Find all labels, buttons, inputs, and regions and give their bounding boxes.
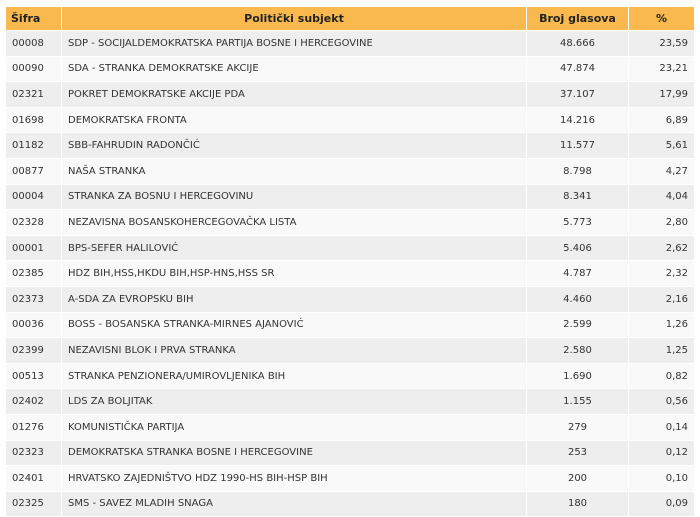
- cell-code: 02321: [6, 82, 62, 108]
- cell-votes: 37.107: [527, 82, 629, 108]
- table-row: [6, 363, 695, 389]
- cell-subject: BOSS - BOSANSKA STRANKA-MIRNES AJANOVIĆ: [62, 312, 527, 338]
- cell-votes: 14.216: [527, 107, 629, 133]
- table-row: [6, 389, 695, 415]
- table-row: [6, 82, 695, 108]
- cell-subject: NEZAVISNA BOSANSKOHERCEGOVAČKA LISTA: [62, 210, 527, 236]
- cell-code: 02373: [6, 286, 62, 312]
- cell-subject: NAŠA STRANKA: [62, 158, 527, 184]
- cell-code: 02385: [6, 261, 62, 287]
- table-row: [6, 466, 695, 492]
- table-row: [6, 107, 695, 133]
- cell-percent: 23,21: [629, 56, 695, 82]
- cell-votes: 8.341: [527, 184, 629, 210]
- cell-votes: 1.690: [527, 363, 629, 389]
- table-row: [6, 440, 695, 466]
- cell-percent: 1,26: [629, 312, 695, 338]
- table-row: [6, 414, 695, 440]
- cell-votes: 48.666: [527, 31, 629, 57]
- cell-votes: 47.874: [527, 56, 629, 82]
- cell-votes: 4.460: [527, 286, 629, 312]
- cell-percent: 23,59: [629, 31, 695, 57]
- table-row: [6, 235, 695, 261]
- cell-subject: POKRET DEMOKRATSKE AKCIJE PDA: [62, 82, 527, 108]
- header-votes: Broj glasova: [527, 7, 629, 31]
- cell-code: 02328: [6, 210, 62, 236]
- cell-percent: 0,56: [629, 389, 695, 415]
- cell-subject: A-SDA ZA EVROPSKU BIH: [62, 286, 527, 312]
- cell-votes: 180: [527, 491, 629, 517]
- cell-percent: 0,14: [629, 414, 695, 440]
- results-table: [5, 6, 695, 517]
- cell-percent: 17,99: [629, 82, 695, 108]
- cell-votes: 200: [527, 466, 629, 492]
- header-code: Šifra: [6, 7, 62, 31]
- cell-code: 02399: [6, 338, 62, 364]
- cell-votes: 5.773: [527, 210, 629, 236]
- table-row: [6, 133, 695, 159]
- cell-subject: STRANKA PENZIONERA/UMIROVLJENIKA BIH: [62, 363, 527, 389]
- table-row: [6, 491, 695, 517]
- cell-code: 01276: [6, 414, 62, 440]
- cell-subject: NEZAVISNI BLOK I PRVA STRANKA: [62, 338, 527, 364]
- cell-percent: 0,12: [629, 440, 695, 466]
- cell-subject: SBB-FAHRUDIN RADONČIĆ: [62, 133, 527, 159]
- table-row: [6, 31, 695, 57]
- cell-subject: HRVATSKO ZAJEDNIŠTVO HDZ 1990-HS BIH-HSP BIH: [62, 466, 527, 492]
- cell-votes: 2.580: [527, 338, 629, 364]
- cell-votes: 1.155: [527, 389, 629, 415]
- cell-code: 00513: [6, 363, 62, 389]
- cell-subject: STRANKA ZA BOSNU I HERCEGOVINU: [62, 184, 527, 210]
- cell-percent: 4,27: [629, 158, 695, 184]
- cell-subject: SDP - SOCIJALDEMOKRATSKA PARTIJA BOSNE I HERCEGOVINE: [62, 31, 527, 57]
- cell-percent: 2,16: [629, 286, 695, 312]
- table-body: [6, 31, 695, 517]
- cell-code: 01182: [6, 133, 62, 159]
- table-row: [6, 158, 695, 184]
- cell-percent: 4,04: [629, 184, 695, 210]
- cell-votes: 279: [527, 414, 629, 440]
- table-row: [6, 184, 695, 210]
- cell-percent: 5,61: [629, 133, 695, 159]
- cell-percent: 0,82: [629, 363, 695, 389]
- cell-votes: 5.406: [527, 235, 629, 261]
- cell-subject: DEMOKRATSKA STRANKA BOSNE I HERCEGOVINE: [62, 440, 527, 466]
- cell-code: 02402: [6, 389, 62, 415]
- cell-percent: 6,89: [629, 107, 695, 133]
- cell-votes: 11.577: [527, 133, 629, 159]
- header-percent: %: [629, 7, 695, 31]
- cell-code: 02325: [6, 491, 62, 517]
- cell-subject: SDA - STRANKA DEMOKRATSKE AKCIJE: [62, 56, 527, 82]
- cell-subject: DEMOKRATSKA FRONTA: [62, 107, 527, 133]
- cell-subject: HDZ BIH,HSS,HKDU BIH,HSP-HNS,HSS SR: [62, 261, 527, 287]
- cell-code: 02323: [6, 440, 62, 466]
- cell-votes: 8.798: [527, 158, 629, 184]
- cell-subject: BPS-SEFER HALILOVIĆ: [62, 235, 527, 261]
- cell-percent: 0,09: [629, 491, 695, 517]
- cell-code: 00090: [6, 56, 62, 82]
- table-row: [6, 286, 695, 312]
- header-subject: Politički subjekt: [62, 7, 527, 31]
- cell-percent: 2,80: [629, 210, 695, 236]
- cell-percent: 2,62: [629, 235, 695, 261]
- cell-subject: SMS - SAVEZ MLADIH SNAGA: [62, 491, 527, 517]
- cell-code: 01698: [6, 107, 62, 133]
- cell-code: 02401: [6, 466, 62, 492]
- cell-percent: 2,32: [629, 261, 695, 287]
- cell-percent: 1,25: [629, 338, 695, 364]
- table-row: [6, 312, 695, 338]
- cell-code: 00004: [6, 184, 62, 210]
- table-row: [6, 261, 695, 287]
- table-row: [6, 210, 695, 236]
- header-row: [6, 7, 695, 31]
- table-row: [6, 338, 695, 364]
- cell-percent: 0,10: [629, 466, 695, 492]
- cell-subject: LDS ZA BOLJITAK: [62, 389, 527, 415]
- cell-code: 00001: [6, 235, 62, 261]
- cell-code: 00877: [6, 158, 62, 184]
- cell-votes: 253: [527, 440, 629, 466]
- cell-code: 00036: [6, 312, 62, 338]
- cell-votes: 4.787: [527, 261, 629, 287]
- cell-votes: 2.599: [527, 312, 629, 338]
- cell-subject: KOMUNISTIČKA PARTIJA: [62, 414, 527, 440]
- cell-code: 00008: [6, 31, 62, 57]
- table-row: [6, 56, 695, 82]
